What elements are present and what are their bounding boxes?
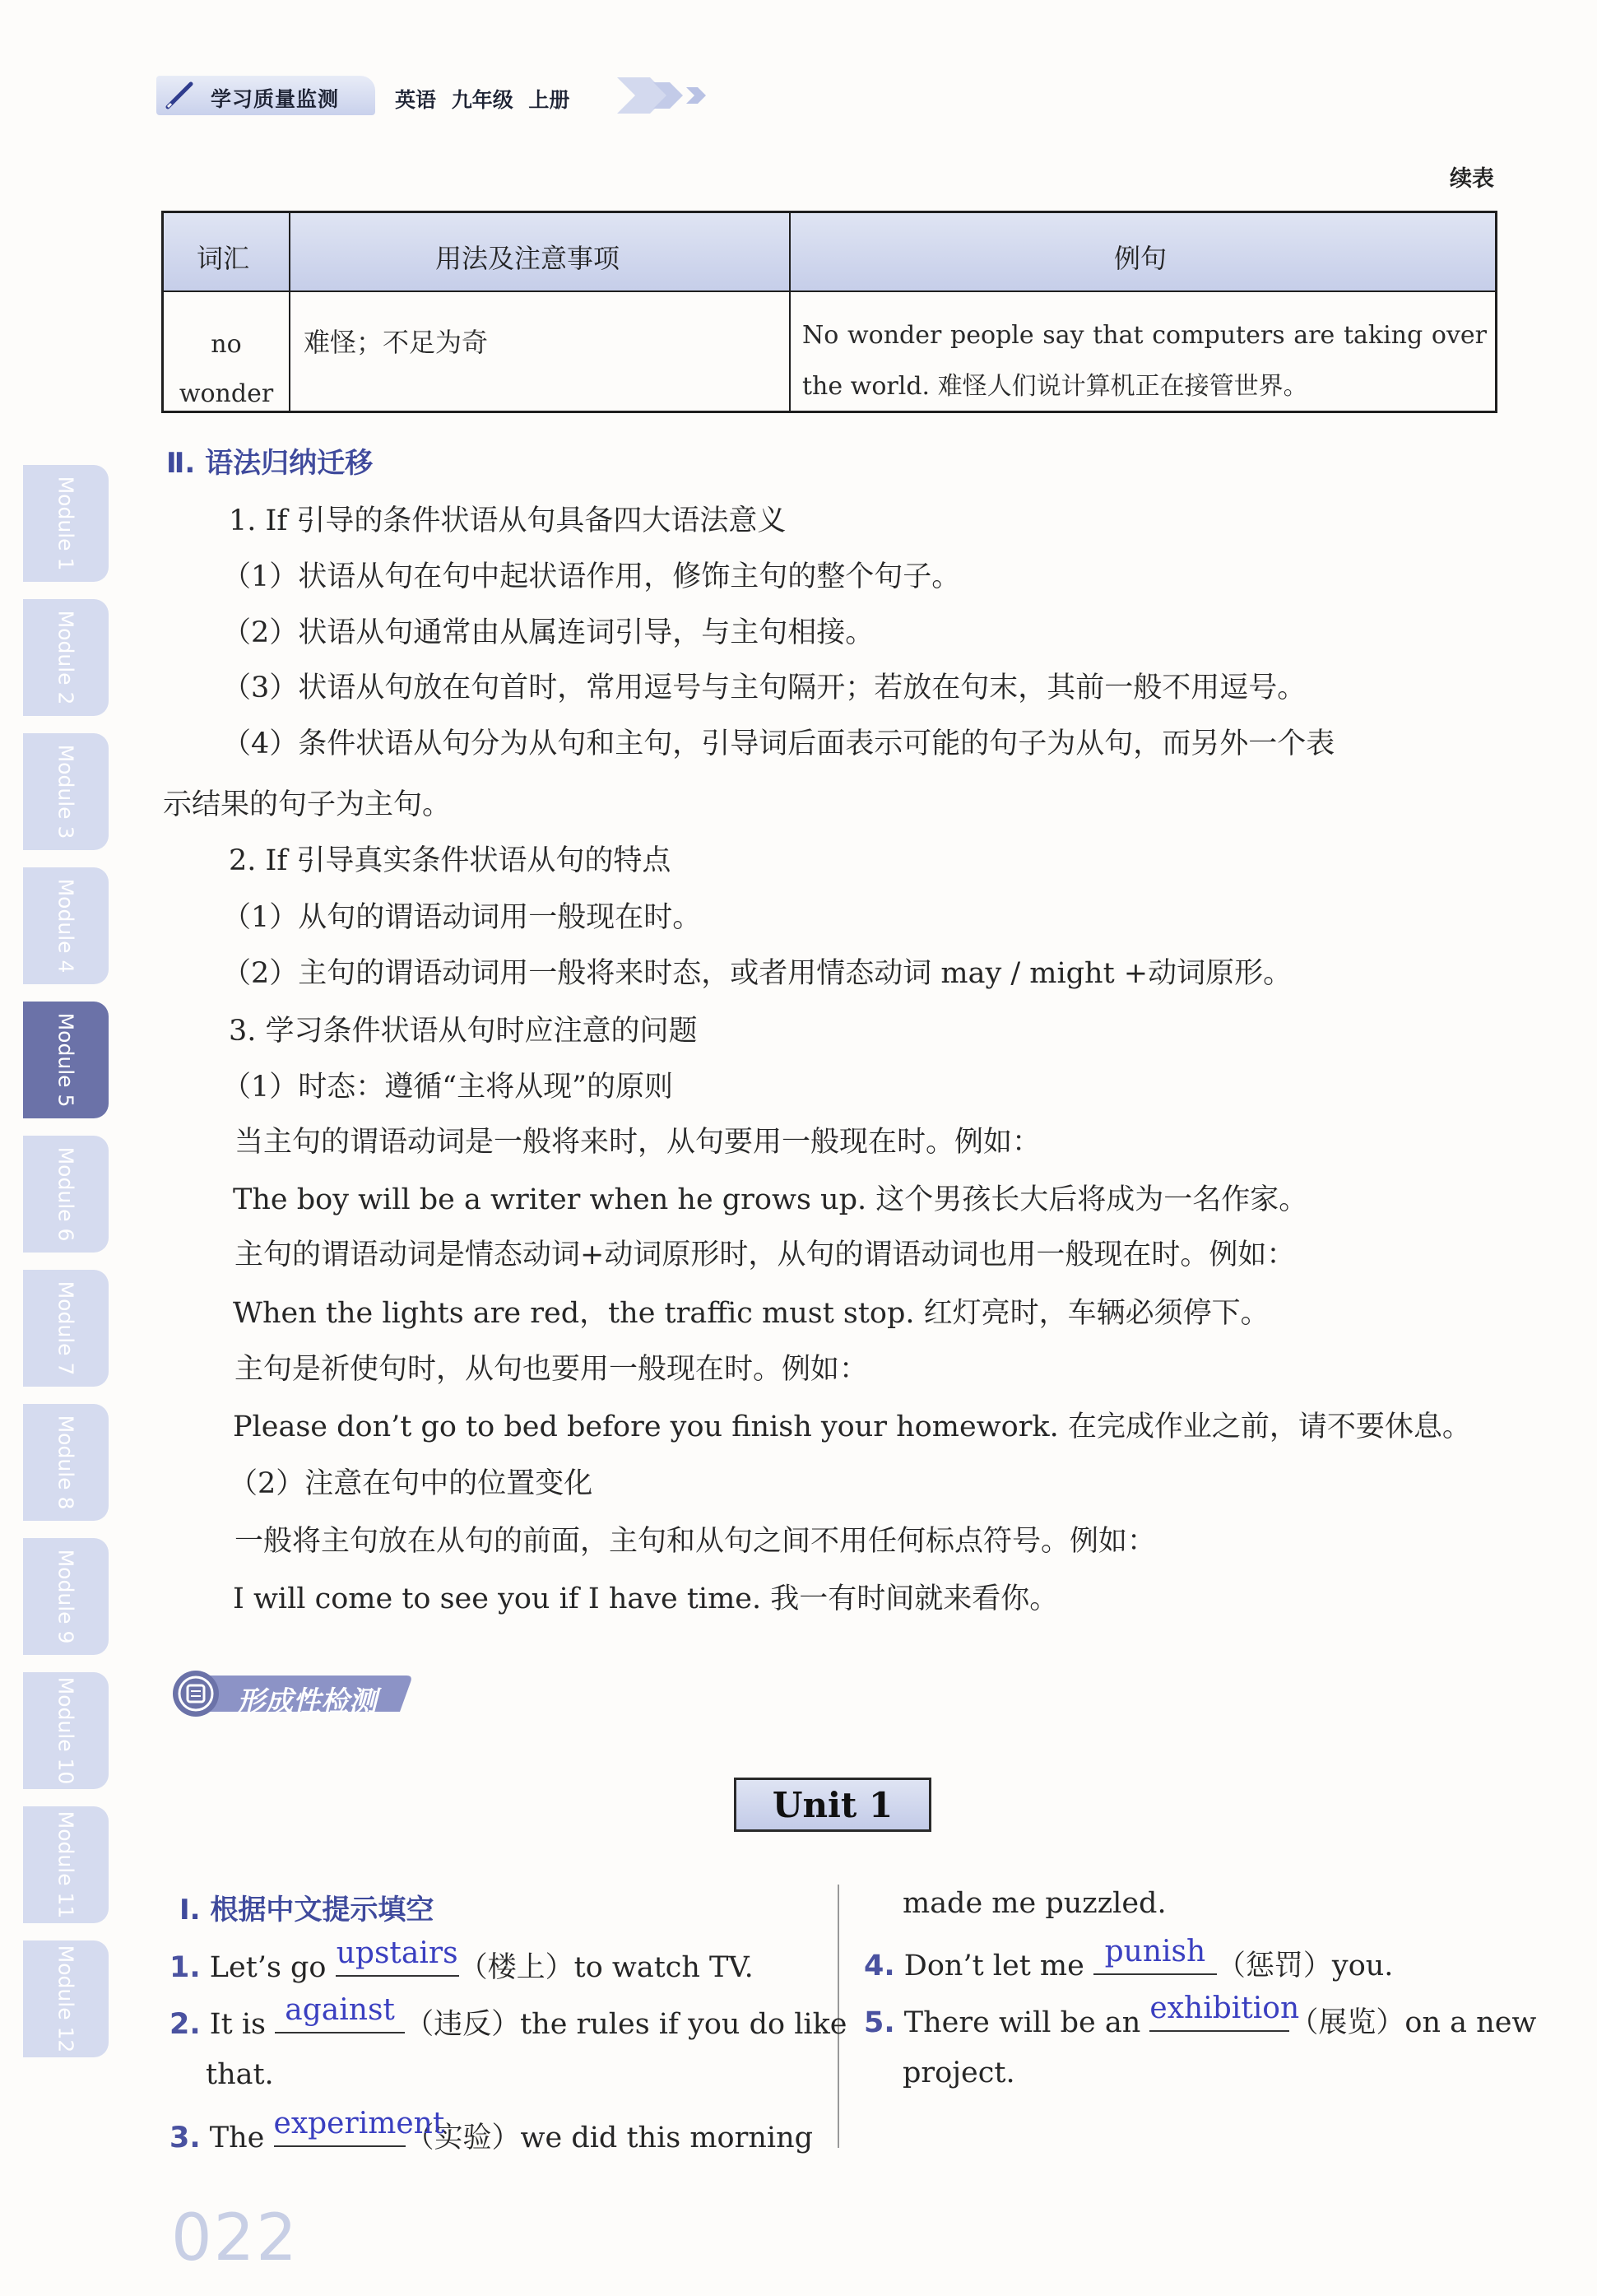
- tab-module-4[interactable]: [23, 867, 109, 984]
- item-text: The: [209, 2122, 274, 2154]
- exercise-item-1: [169, 1936, 754, 1986]
- vocab-word-line2: wonder: [179, 379, 274, 408]
- table-divider: [789, 213, 791, 411]
- answer-text: exhibition: [1149, 1992, 1300, 2025]
- tab-module-6[interactable]: [23, 1136, 109, 1253]
- tab-module-10[interactable]: [23, 1672, 109, 1789]
- tab-module-7[interactable]: [23, 1270, 109, 1387]
- item-number: 5.: [864, 2006, 895, 2039]
- item-text: （实验）we did this morning: [405, 2122, 814, 2154]
- exercise-item-2-cont: that.: [206, 2058, 274, 2091]
- answer-blank[interactable]: [273, 2107, 445, 2147]
- item-number: 3.: [169, 2122, 201, 2154]
- vocab-usage: 难怪；不足为奇: [304, 327, 489, 358]
- item-number: 1.: [169, 1951, 201, 1984]
- table-divider: [289, 213, 290, 411]
- grammar-line: 主句是祈使句时，从句也要用一般现在时。例如：: [234, 1353, 869, 1386]
- grammar-line: （2）注意在句中的位置变化: [229, 1467, 593, 1500]
- grammar-line: I will come to see you if I have time. 我一有时间就来看你。: [233, 1583, 1059, 1615]
- grammar-line: Please don’t go to bed before you finish your homework. 在完成作业之前，请不要休息。: [233, 1411, 1471, 1443]
- answer-text: against: [285, 1993, 395, 2027]
- page-header: [156, 76, 732, 115]
- grammar-line: 示结果的句子为主句。: [163, 788, 452, 821]
- item-text: （违反）the rules if you do like: [405, 2008, 847, 2041]
- tab-label: Module 2: [53, 610, 78, 705]
- item-text: （展览）on a new: [1289, 2006, 1537, 2039]
- exercise-item-3-cont: made me puzzled.: [903, 1887, 1167, 1920]
- continued-label: 续表: [1450, 166, 1494, 192]
- exercise-item-5-cont: project.: [903, 2057, 1015, 2089]
- tab-module-3[interactable]: [23, 733, 109, 850]
- tab-module-5[interactable]: [23, 1002, 109, 1118]
- header-title: 学习质量监测: [211, 87, 340, 111]
- tab-label: Module 7: [53, 1280, 78, 1376]
- tab-label: Module 9: [53, 1549, 78, 1644]
- vocab-table: [161, 211, 1497, 413]
- grammar-line: 3. 学习条件状语从句时应注意的问题: [229, 1015, 698, 1048]
- col-header-usage: 用法及注意事项: [435, 243, 620, 274]
- tab-label: Module 6: [53, 1146, 78, 1242]
- answer-blank[interactable]: [336, 1936, 459, 1977]
- exercise-item-5: [864, 1992, 1537, 2041]
- col-header-word: 词汇: [197, 243, 250, 274]
- tab-label: Module 1: [53, 476, 78, 571]
- exercise-item-4: [864, 1935, 1394, 1984]
- grammar-line: （1）状语从句在句中起状语作用，修饰主句的整个句子。: [222, 560, 961, 593]
- item-text: Don’t let me: [903, 1950, 1093, 1982]
- tab-module-11[interactable]: [23, 1806, 109, 1923]
- page-number: 022: [171, 2201, 299, 2275]
- tab-module-2[interactable]: [23, 599, 109, 716]
- header-subtitle: 英语 九年级 上册: [395, 88, 570, 112]
- answer-text: punish: [1104, 1935, 1206, 1968]
- grammar-line: When the lights are red，the traffic must stop. 红灯亮时，车辆必须停下。: [233, 1297, 1270, 1330]
- item-text: （惩罚）you.: [1216, 1950, 1394, 1982]
- item-number: 4.: [864, 1950, 895, 1982]
- section-banner: [168, 1669, 415, 1718]
- tab-label: Module 3: [53, 744, 78, 839]
- vocab-table-header: [164, 213, 1495, 292]
- grammar-line: （1）时态：遵循“主将从现”的原则: [222, 1071, 674, 1104]
- item-text: It is: [209, 2008, 276, 2041]
- grammar-line: （3）状语从句放在句首时，常用逗号与主句隔开；若放在句末，其前一般不用逗号。: [222, 672, 1307, 704]
- grammar-line: （1）从句的谓语动词用一般现在时。: [222, 901, 702, 934]
- pencil-icon: [163, 81, 196, 110]
- unit-title: Unit 1: [734, 1778, 931, 1832]
- exercise-heading: Ⅰ. 根据中文提示填空: [179, 1894, 434, 1927]
- grammar-heading: Ⅱ. 语法归纳迁移: [166, 447, 374, 480]
- chevron-decoration-icon: [617, 77, 724, 114]
- grammar-line: 2. If 引导真实条件状语从句的特点: [229, 844, 671, 877]
- answer-text: experiment: [273, 2107, 445, 2140]
- header-title-box: [156, 76, 375, 115]
- answer-blank[interactable]: [1149, 1992, 1300, 2032]
- exercise-item-2: [169, 1993, 847, 2043]
- tab-label: Module 4: [53, 878, 78, 974]
- vocab-word-line1: no: [211, 330, 242, 359]
- item-text: （楼上）to watch TV.: [458, 1951, 754, 1984]
- answer-blank[interactable]: [275, 1993, 405, 2033]
- exercise-item-3: [169, 2107, 814, 2156]
- answer-blank[interactable]: [1093, 1935, 1217, 1975]
- grammar-line: （2）主句的谓语动词用一般将来时态，或者用情态动词 may / might +动词原形。: [222, 957, 1293, 990]
- tab-label: Module 11: [53, 1810, 78, 1919]
- tab-module-9[interactable]: [23, 1538, 109, 1655]
- grammar-line: The boy will be a writer when he grows up. 这个男孩长大后将成为一名作家。: [233, 1183, 1308, 1216]
- vocab-example: No wonder people say that computers are taking over the world. 难怪人们说计算机正在接管世界。: [802, 321, 1487, 401]
- grammar-line: （4）条件状语从句分为从句和主句，引导词后面表示可能的句子为从句，而另外一个表: [222, 727, 1335, 760]
- tab-label: Module 5: [53, 1012, 78, 1108]
- item-number: 2.: [169, 2008, 201, 2041]
- item-text: Let’s go: [209, 1951, 336, 1984]
- col-header-example: 例句: [1114, 243, 1168, 274]
- grammar-line: 主句的谓语动词是情态动词+动词原形时，从句的谓语动词也用一般现在时。例如：: [234, 1239, 1296, 1271]
- tab-label: Module 12: [53, 1945, 78, 2053]
- tab-label: Module 8: [53, 1415, 78, 1510]
- grammar-line: 一般将主句放在从句的前面，主句和从句之间不用任何标点符号。例如：: [234, 1525, 1157, 1558]
- tab-label: Module 10: [53, 1676, 78, 1785]
- vocab-word: [172, 320, 281, 419]
- grammar-line: （2）状语从句通常由从属连词引导，与主句相接。: [222, 616, 875, 649]
- grammar-line: 当主句的谓语动词是一般将来时，从句要用一般现在时。例如：: [234, 1126, 1042, 1159]
- tab-module-12[interactable]: [23, 1940, 109, 2057]
- banner-title: 形成性检测: [237, 1685, 377, 1718]
- tab-module-8[interactable]: [23, 1404, 109, 1521]
- grammar-line: 1. If 引导的条件状语从句具备四大语法意义: [229, 504, 787, 537]
- answer-text: upstairs: [336, 1936, 458, 1970]
- tab-module-1[interactable]: [23, 465, 109, 582]
- item-text: There will be an: [903, 2006, 1150, 2039]
